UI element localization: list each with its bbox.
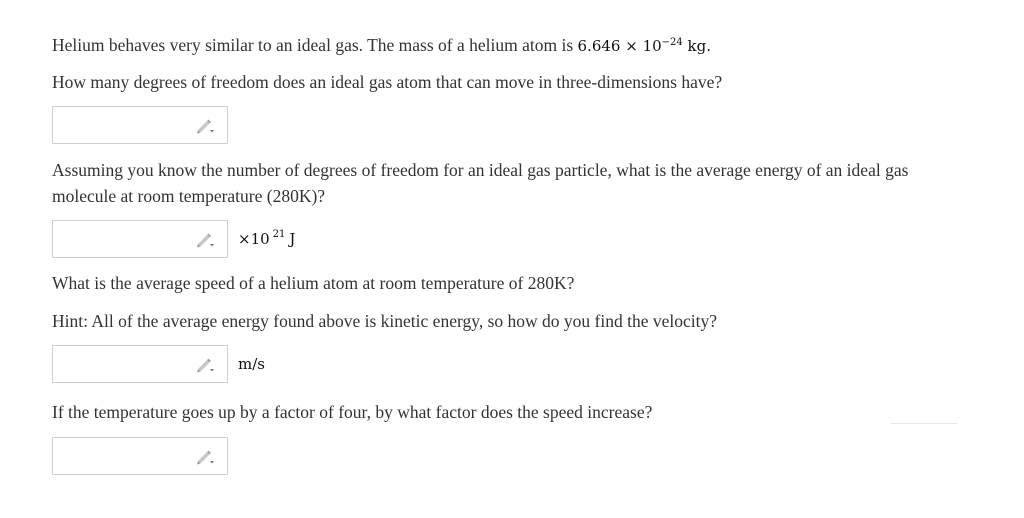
question-2-answer-box[interactable] [52,220,228,258]
question-4-answer-row [52,437,228,475]
mass-exponent: −24 [661,37,683,48]
question-2-answer-input[interactable] [53,221,193,257]
question-4-answer-input[interactable] [53,438,193,474]
divider-line [891,423,957,424]
question-1-answer-input[interactable] [53,107,193,143]
question-2-unit [238,230,295,248]
unit-prefix: ×10 [238,230,270,248]
question-2-answer-row [52,220,295,258]
question-3-answer-box[interactable] [52,345,228,383]
pencil-icon[interactable] [195,118,215,134]
question-4-text: If the temperature goes up by a factor of four, by what factor does the speed increase? [52,402,653,422]
mass-unit: kg. [682,37,712,55]
question-3-text: What is the average speed of a helium atom at room temperature of 280K? [52,273,575,293]
question-2-text: Assuming you know the number of degrees of freedom for an ideal gas particle, what is the average energy of an ideal gas molecule at room temperature (280K)? [52,160,909,206]
unit-exponent: 21 [272,229,286,240]
question-1-answer-row [52,106,228,144]
question-1-text: How many degrees of freedom does an ideal gas atom that can move in three-dimensions have? [52,72,723,92]
mass-coefficient: 6.646 × 10 [577,37,662,55]
pencil-icon[interactable] [195,357,215,373]
question-4-answer-box[interactable] [52,437,228,475]
helium-mass-value [578,37,711,55]
question-3-answer-row [52,345,265,383]
question-3-answer-input[interactable] [53,346,193,382]
intro-text [52,32,711,59]
pencil-icon[interactable] [195,232,215,248]
question-1-answer-box[interactable] [52,106,228,144]
pencil-icon[interactable] [195,449,215,465]
intro-text-before: Helium behaves very similar to an ideal gas. The mass of a helium atom is [52,35,578,55]
unit-suffix: J [289,230,296,248]
question-3-hint: Hint: All of the average energy found above is kinetic energy, so how do you find the velocity? [52,311,717,331]
question-3-unit: m/s [238,355,265,373]
